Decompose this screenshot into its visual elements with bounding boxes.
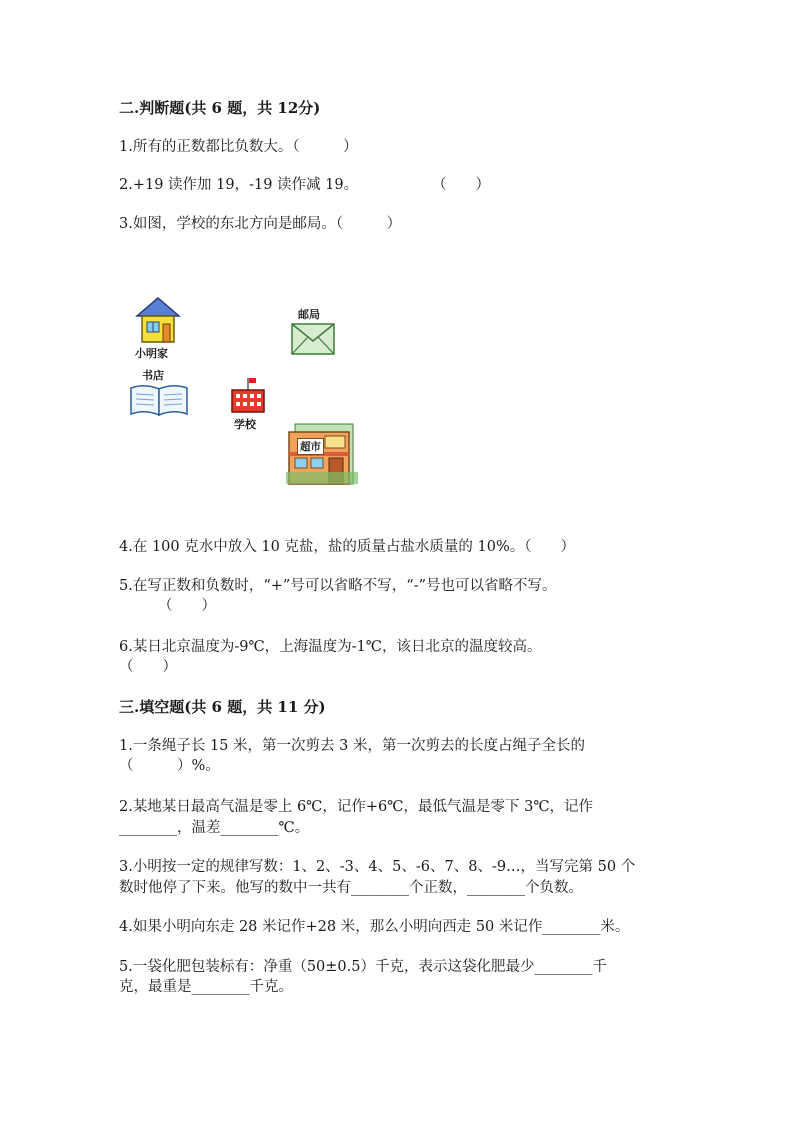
judgment-question-5: 5.在写正数和负数时，“+”号可以省略不写，“-”号也可以省略不写。 xyxy=(119,578,557,594)
judgment-question-3: 3.如图，学校的东北方向是邮局。（ ） xyxy=(119,216,402,232)
judgment-question-6: 6.某日北京温度为-9℃，上海温度为-1℃，该日北京的温度较高。 xyxy=(119,639,542,655)
map-label-supermarket: 超市 xyxy=(297,438,324,455)
fill-question-4: 4.如果小明向东走 28 米记作+28 米，那么小明向西走 50 米记作________米。 xyxy=(119,919,630,935)
envelope-icon xyxy=(291,323,335,355)
fill-question-5-blanks: 克，最重是________千克。 xyxy=(119,979,293,995)
map-label-school: 学校 xyxy=(234,418,256,431)
fill-question-1-blank: （ ）%。 xyxy=(119,758,220,774)
house-icon xyxy=(134,296,182,344)
fill-question-5: 5.一袋化肥包装标有：净重（50±0.5）千克，表示这袋化肥最少________千 xyxy=(119,959,607,975)
map-label-post-office: 邮局 xyxy=(298,308,320,321)
judgment-question-2: 2.+19 读作加 19，-19 读作减 19。 xyxy=(119,177,359,193)
fill-question-2: 2.某地某日最高气温是零上 6℃，记作+6℃，最低气温是零下 3℃，记作 xyxy=(119,799,594,815)
map-label-bookstore: 书店 xyxy=(142,369,164,382)
fill-question-3-blanks: 数时他停了下来。他写的数中一共有________个正数，________个负数。 xyxy=(119,880,583,896)
fill-question-1: 1.一条绳子长 15 米，第一次剪去 3 米，第一次剪去的长度占绳子全长的 xyxy=(119,738,585,754)
section-title-fill-blank: 三.填空题(共 6 题，共 11 分) xyxy=(119,698,326,716)
fill-question-2-blanks: ________，温差________℃。 xyxy=(119,820,310,836)
judgment-question-5-answer-paren: （ ） xyxy=(158,598,216,614)
open-book-icon xyxy=(129,382,189,418)
judgment-question-4: 4.在 100 克水中放入 10 克盐，盐的质量占盐水质量的 10%。（ ） xyxy=(119,539,575,555)
judgment-question-2-answer-paren: （ ） xyxy=(432,177,490,193)
school-building-icon xyxy=(229,376,267,414)
direction-map-figure xyxy=(125,290,385,500)
fill-question-3: 3.小明按一定的规律写数：1、2、-3、4、5、-6、7、8、-9…，当写完第 50 个 xyxy=(119,859,636,875)
judgment-question-6-answer-paren: （ ） xyxy=(119,659,177,675)
section-title-judgment: 二.判断题(共 6 题，共 12分) xyxy=(119,99,321,117)
judgment-question-1: 1.所有的正数都比负数大。（ ） xyxy=(119,139,358,155)
map-label-xiaoming-home: 小明家 xyxy=(135,347,168,360)
